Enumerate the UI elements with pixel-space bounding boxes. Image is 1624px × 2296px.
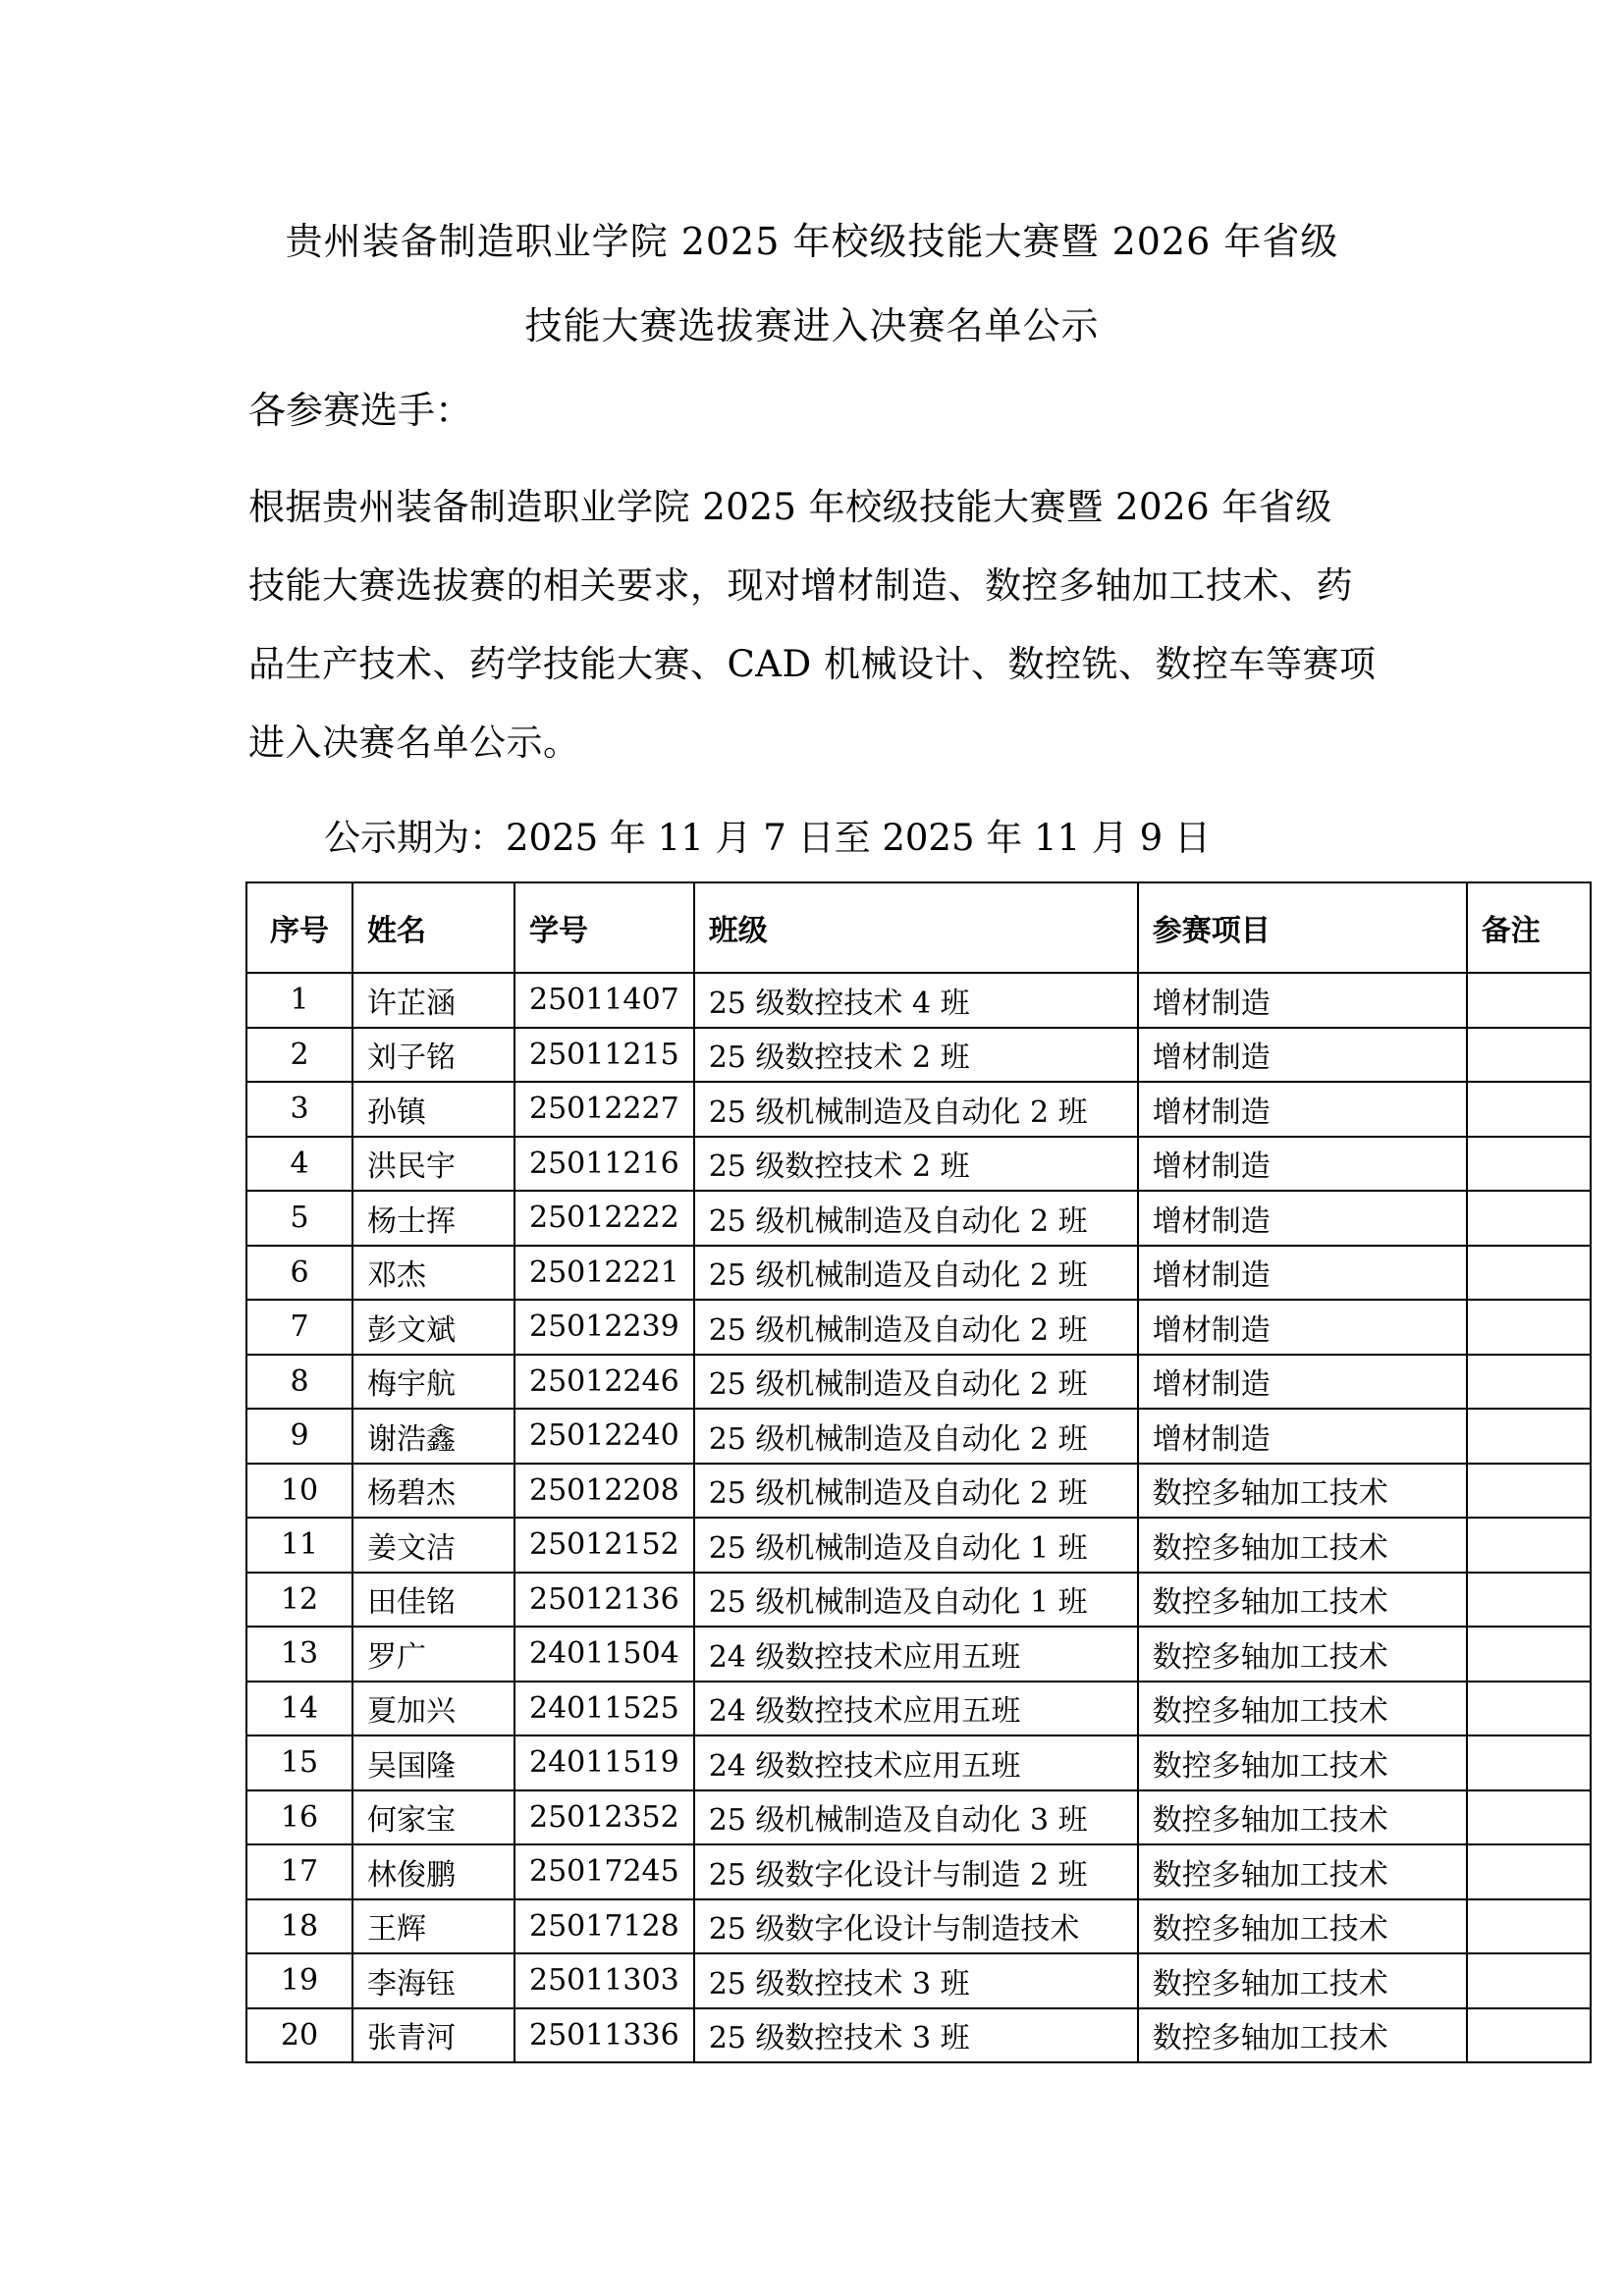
cell-no: 9 — [246, 1409, 352, 1464]
cell-note — [1467, 1627, 1591, 1682]
cell-class: 24 级数控技术应用五班 — [694, 1735, 1138, 1790]
cell-no: 5 — [246, 1191, 352, 1246]
cell-student-id: 25011216 — [514, 1137, 694, 1192]
cell-no: 8 — [246, 1355, 352, 1410]
cell-student-id: 25012227 — [514, 1082, 694, 1137]
document-title-line-2: 技能大赛选拔赛进入决赛名单公示 — [524, 304, 1100, 347]
cell-class: 25 级机械制造及自动化 2 班 — [694, 1409, 1138, 1464]
cell-student-id: 24011504 — [514, 1627, 694, 1682]
table-row — [246, 1137, 1591, 1192]
cell-student-id: 25017128 — [514, 1899, 694, 1954]
cell-event: 增材制造 — [1138, 1300, 1467, 1355]
cell-class: 25 级机械制造及自动化 2 班 — [694, 1464, 1138, 1519]
table-row — [246, 1246, 1591, 1301]
document-title-line-1: 贵州装备制造职业学院 2025 年校级技能大赛暨 2026 年省级 — [285, 220, 1339, 263]
cell-name: 姜文洁 — [352, 1518, 514, 1573]
table-row — [246, 1899, 1591, 1954]
cell-class: 25 级数控技术 2 班 — [694, 1028, 1138, 1083]
cell-name: 田佳铭 — [352, 1573, 514, 1628]
table-row — [246, 1573, 1591, 1628]
cell-note — [1467, 1953, 1591, 2008]
cell-name: 张青河 — [352, 2008, 514, 2063]
cell-note — [1467, 1191, 1591, 1246]
cell-event: 数控多轴加工技术 — [1138, 1790, 1467, 1845]
body-paragraph — [248, 468, 1387, 782]
cell-event: 数控多轴加工技术 — [1138, 1627, 1467, 1682]
cell-name: 杨士挥 — [352, 1191, 514, 1246]
cell-no: 4 — [246, 1137, 352, 1192]
header-name: 姓名 — [352, 882, 514, 973]
body-line: 品生产技术、药学技能大赛、CAD 机械设计、数控铣、数控车等赛项 — [248, 643, 1377, 685]
cell-event: 数控多轴加工技术 — [1138, 1735, 1467, 1790]
table-row — [246, 1082, 1591, 1137]
cell-student-id: 25011215 — [514, 1028, 694, 1083]
cell-event: 增材制造 — [1138, 1082, 1467, 1137]
cell-student-id: 25012221 — [514, 1246, 694, 1301]
cell-name: 彭文斌 — [352, 1300, 514, 1355]
cell-name: 吴国隆 — [352, 1735, 514, 1790]
cell-class: 25 级数控技术 2 班 — [694, 1137, 1138, 1192]
cell-event: 数控多轴加工技术 — [1138, 1518, 1467, 1573]
cell-note — [1467, 1682, 1591, 1736]
cell-note — [1467, 1246, 1591, 1301]
cell-name: 李海钰 — [352, 1953, 514, 2008]
cell-note — [1467, 1082, 1591, 1137]
cell-no: 14 — [246, 1682, 352, 1736]
cell-note — [1467, 1573, 1591, 1628]
cell-class: 25 级数控技术 3 班 — [694, 2008, 1138, 2063]
header-no: 序号 — [246, 882, 352, 973]
body-line: 进入决赛名单公示。 — [248, 721, 580, 764]
cell-note — [1467, 1735, 1591, 1790]
cell-student-id: 25011407 — [514, 973, 694, 1028]
table-row — [246, 1518, 1591, 1573]
cell-no: 10 — [246, 1464, 352, 1519]
table-row — [246, 1735, 1591, 1790]
table-row — [246, 1953, 1591, 2008]
cell-event: 数控多轴加工技术 — [1138, 1844, 1467, 1899]
cell-event: 增材制造 — [1138, 1028, 1467, 1083]
finalist-table — [245, 881, 1592, 2063]
table-row — [246, 2008, 1591, 2063]
cell-student-id: 25012240 — [514, 1409, 694, 1464]
table-row — [246, 1300, 1591, 1355]
body-line: 根据贵州装备制造职业学院 2025 年校级技能大赛暨 2026 年省级 — [248, 486, 1332, 528]
cell-class: 25 级数字化设计与制造 2 班 — [694, 1844, 1138, 1899]
cell-event: 数控多轴加工技术 — [1138, 1953, 1467, 2008]
cell-student-id: 25012208 — [514, 1464, 694, 1519]
cell-note — [1467, 2008, 1591, 2063]
cell-student-id: 25012246 — [514, 1355, 694, 1410]
cell-name: 王辉 — [352, 1899, 514, 1954]
cell-note — [1467, 1790, 1591, 1845]
cell-student-id: 25012239 — [514, 1300, 694, 1355]
cell-class: 25 级机械制造及自动化 2 班 — [694, 1191, 1138, 1246]
cell-event: 数控多轴加工技术 — [1138, 1464, 1467, 1519]
cell-class: 25 级数控技术 3 班 — [694, 1953, 1138, 2008]
cell-name: 罗广 — [352, 1627, 514, 1682]
cell-no: 17 — [246, 1844, 352, 1899]
cell-event: 数控多轴加工技术 — [1138, 1899, 1467, 1954]
cell-no: 16 — [246, 1790, 352, 1845]
table-row — [246, 1627, 1591, 1682]
cell-class: 24 级数控技术应用五班 — [694, 1627, 1138, 1682]
cell-event: 数控多轴加工技术 — [1138, 1682, 1467, 1736]
table-row — [246, 1409, 1591, 1464]
cell-no: 20 — [246, 2008, 352, 2063]
cell-event: 增材制造 — [1138, 1246, 1467, 1301]
body-line: 技能大赛选拔赛的相关要求，现对增材制造、数控多轴加工技术、药 — [248, 564, 1353, 607]
table-row — [246, 1790, 1591, 1845]
table-header-row — [246, 882, 1591, 973]
header-note: 备注 — [1467, 882, 1591, 973]
notice-period: 公示期为：2025 年 11 月 7 日至 2025 年 11 月 9 日 — [324, 817, 1211, 859]
cell-no: 11 — [246, 1518, 352, 1573]
cell-no: 7 — [246, 1300, 352, 1355]
cell-class: 25 级机械制造及自动化 2 班 — [694, 1082, 1138, 1137]
cell-name: 杨碧杰 — [352, 1464, 514, 1519]
cell-note — [1467, 973, 1591, 1028]
table-row — [246, 1844, 1591, 1899]
cell-class: 25 级数控技术 4 班 — [694, 973, 1138, 1028]
cell-class: 25 级机械制造及自动化 1 班 — [694, 1573, 1138, 1628]
cell-student-id: 25012352 — [514, 1790, 694, 1845]
cell-no: 1 — [246, 973, 352, 1028]
cell-event: 数控多轴加工技术 — [1138, 2008, 1467, 2063]
table-row — [246, 1464, 1591, 1519]
cell-note — [1467, 1518, 1591, 1573]
cell-note — [1467, 1028, 1591, 1083]
cell-note — [1467, 1137, 1591, 1192]
cell-event: 增材制造 — [1138, 1137, 1467, 1192]
cell-no: 3 — [246, 1082, 352, 1137]
cell-student-id: 25011303 — [514, 1953, 694, 2008]
table-body — [246, 973, 1591, 2062]
cell-event: 增材制造 — [1138, 1409, 1467, 1464]
cell-class: 25 级机械制造及自动化 1 班 — [694, 1518, 1138, 1573]
cell-student-id: 25012222 — [514, 1191, 694, 1246]
table-row — [246, 1355, 1591, 1410]
cell-class: 24 级数控技术应用五班 — [694, 1682, 1138, 1736]
table-row — [246, 1028, 1591, 1083]
cell-name: 林俊鹏 — [352, 1844, 514, 1899]
cell-name: 邓杰 — [352, 1246, 514, 1301]
cell-class: 25 级机械制造及自动化 3 班 — [694, 1790, 1138, 1845]
cell-no: 6 — [246, 1246, 352, 1301]
cell-name: 刘子铭 — [352, 1028, 514, 1083]
cell-name: 洪民宇 — [352, 1137, 514, 1192]
table-row — [246, 1682, 1591, 1736]
table-row — [246, 973, 1591, 1028]
cell-student-id: 25012152 — [514, 1518, 694, 1573]
header-event: 参赛项目 — [1138, 882, 1467, 973]
cell-name: 谢浩鑫 — [352, 1409, 514, 1464]
cell-note — [1467, 1409, 1591, 1464]
header-student-id: 学号 — [514, 882, 694, 973]
cell-name: 夏加兴 — [352, 1682, 514, 1736]
salutation: 各参赛选手： — [248, 389, 473, 432]
cell-no: 15 — [246, 1735, 352, 1790]
cell-note — [1467, 1300, 1591, 1355]
cell-event: 增材制造 — [1138, 973, 1467, 1028]
cell-no: 13 — [246, 1627, 352, 1682]
cell-name: 何家宝 — [352, 1790, 514, 1845]
cell-note — [1467, 1464, 1591, 1519]
cell-student-id: 25017245 — [514, 1844, 694, 1899]
cell-no: 19 — [246, 1953, 352, 2008]
cell-no: 12 — [246, 1573, 352, 1628]
cell-student-id: 24011519 — [514, 1735, 694, 1790]
cell-student-id: 25011336 — [514, 2008, 694, 2063]
cell-name: 梅宇航 — [352, 1355, 514, 1410]
cell-name: 孙镇 — [352, 1082, 514, 1137]
cell-name: 许芷涵 — [352, 973, 514, 1028]
cell-event: 数控多轴加工技术 — [1138, 1573, 1467, 1628]
cell-student-id: 24011525 — [514, 1682, 694, 1736]
cell-class: 25 级数字化设计与制造技术 — [694, 1899, 1138, 1954]
cell-event: 增材制造 — [1138, 1355, 1467, 1410]
cell-no: 18 — [246, 1899, 352, 1954]
cell-note — [1467, 1899, 1591, 1954]
table-row — [246, 1191, 1591, 1246]
cell-no: 2 — [246, 1028, 352, 1083]
header-class: 班级 — [694, 882, 1138, 973]
cell-class: 25 级机械制造及自动化 2 班 — [694, 1355, 1138, 1410]
cell-note — [1467, 1355, 1591, 1410]
cell-class: 25 级机械制造及自动化 2 班 — [694, 1246, 1138, 1301]
cell-note — [1467, 1844, 1591, 1899]
cell-event: 增材制造 — [1138, 1191, 1467, 1246]
cell-class: 25 级机械制造及自动化 2 班 — [694, 1300, 1138, 1355]
cell-student-id: 25012136 — [514, 1573, 694, 1628]
